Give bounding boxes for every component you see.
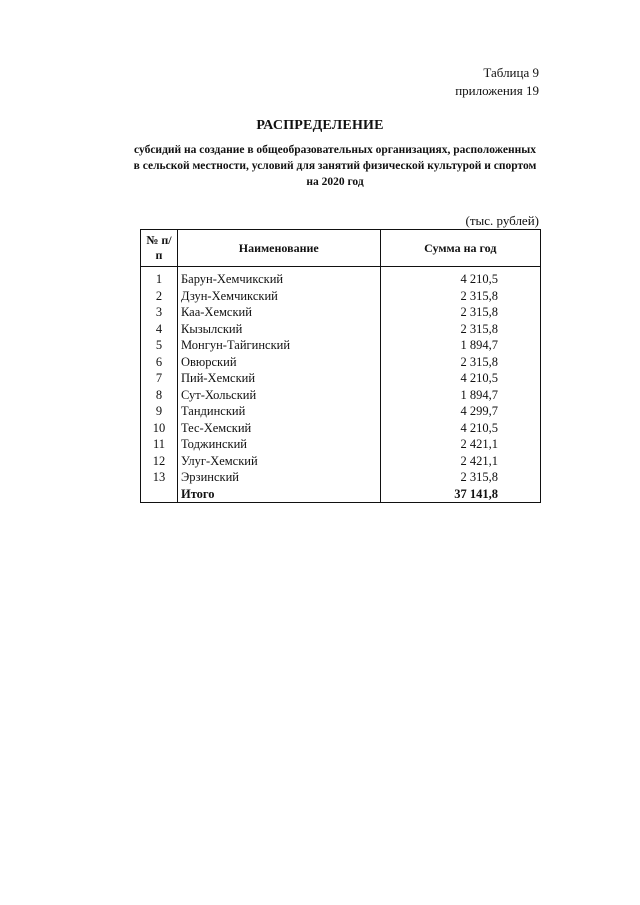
row-sum: 4 299,7 bbox=[380, 403, 540, 420]
row-number: 11 bbox=[141, 436, 178, 453]
table-row bbox=[141, 420, 541, 437]
distribution-table bbox=[140, 229, 541, 503]
table-header-row bbox=[141, 230, 541, 267]
table-row bbox=[141, 469, 541, 486]
table-row bbox=[141, 354, 541, 371]
total-number-cell bbox=[141, 486, 178, 503]
row-number: 6 bbox=[141, 354, 178, 371]
row-sum: 2 315,8 bbox=[380, 354, 540, 371]
row-sum: 2 315,8 bbox=[380, 321, 540, 338]
table-ref-label: Таблица 9 bbox=[483, 65, 539, 80]
row-number: 10 bbox=[141, 420, 178, 437]
appendix-ref-label: приложения 19 bbox=[455, 83, 539, 98]
row-name: Барун-Хемчикский bbox=[177, 271, 380, 288]
row-sum: 2 315,8 bbox=[380, 469, 540, 486]
row-number: 7 bbox=[141, 370, 178, 387]
table-row bbox=[141, 304, 541, 321]
row-number: 2 bbox=[141, 288, 178, 305]
row-sum: 1 894,7 bbox=[380, 337, 540, 354]
row-name: Эрзинский bbox=[177, 469, 380, 486]
row-name: Тоджинский bbox=[177, 436, 380, 453]
row-sum: 2 421,1 bbox=[380, 436, 540, 453]
table-row bbox=[141, 370, 541, 387]
row-sum: 4 210,5 bbox=[380, 420, 540, 437]
row-sum: 2 315,8 bbox=[380, 304, 540, 321]
table-reference bbox=[455, 64, 539, 100]
table-row bbox=[141, 321, 541, 338]
row-sum: 2 421,1 bbox=[380, 453, 540, 470]
unit-label: (тыс. рублей) bbox=[465, 213, 539, 228]
row-name: Дзун-Хемчикский bbox=[177, 288, 380, 305]
total-sum: 37 141,8 bbox=[380, 486, 540, 503]
column-header-number: № п/п bbox=[141, 230, 178, 267]
row-number: 5 bbox=[141, 337, 178, 354]
row-name: Пий-Хемский bbox=[177, 370, 380, 387]
row-name: Каа-Хемский bbox=[177, 304, 380, 321]
table-row bbox=[141, 337, 541, 354]
row-number: 9 bbox=[141, 403, 178, 420]
row-name: Овюрский bbox=[177, 354, 380, 371]
table-row bbox=[141, 453, 541, 470]
row-name: Монгун-Тайгинский bbox=[177, 337, 380, 354]
total-row bbox=[141, 486, 541, 503]
column-header-name: Наименование bbox=[177, 230, 380, 267]
table-row bbox=[141, 288, 541, 305]
row-number: 12 bbox=[141, 453, 178, 470]
row-number: 1 bbox=[141, 271, 178, 288]
row-number: 8 bbox=[141, 387, 178, 404]
row-name: Тандинский bbox=[177, 403, 380, 420]
document-title: РАСПРЕДЕЛЕНИЕ bbox=[256, 118, 384, 133]
row-name: Сут-Хольский bbox=[177, 387, 380, 404]
row-sum: 2 315,8 bbox=[380, 288, 540, 305]
document-subtitle: субсидий на создание в общеобразовательных организациях, расположенных в сельской местности, условий для занятий физической культурой и спортом на 2020 год bbox=[133, 144, 537, 188]
row-sum: 4 210,5 bbox=[380, 370, 540, 387]
row-number: 13 bbox=[141, 469, 178, 486]
row-sum: 4 210,5 bbox=[380, 271, 540, 288]
table-row bbox=[141, 387, 541, 404]
row-name: Тес-Хемский bbox=[177, 420, 380, 437]
table-row bbox=[141, 271, 541, 288]
total-label: Итого bbox=[177, 486, 380, 503]
table-body bbox=[141, 267, 541, 503]
row-sum: 1 894,7 bbox=[380, 387, 540, 404]
row-number: 4 bbox=[141, 321, 178, 338]
row-name: Кызылский bbox=[177, 321, 380, 338]
table-row bbox=[141, 403, 541, 420]
row-name: Улуг-Хемский bbox=[177, 453, 380, 470]
table-row bbox=[141, 436, 541, 453]
row-number: 3 bbox=[141, 304, 178, 321]
column-header-sum: Сумма на год bbox=[380, 230, 540, 267]
